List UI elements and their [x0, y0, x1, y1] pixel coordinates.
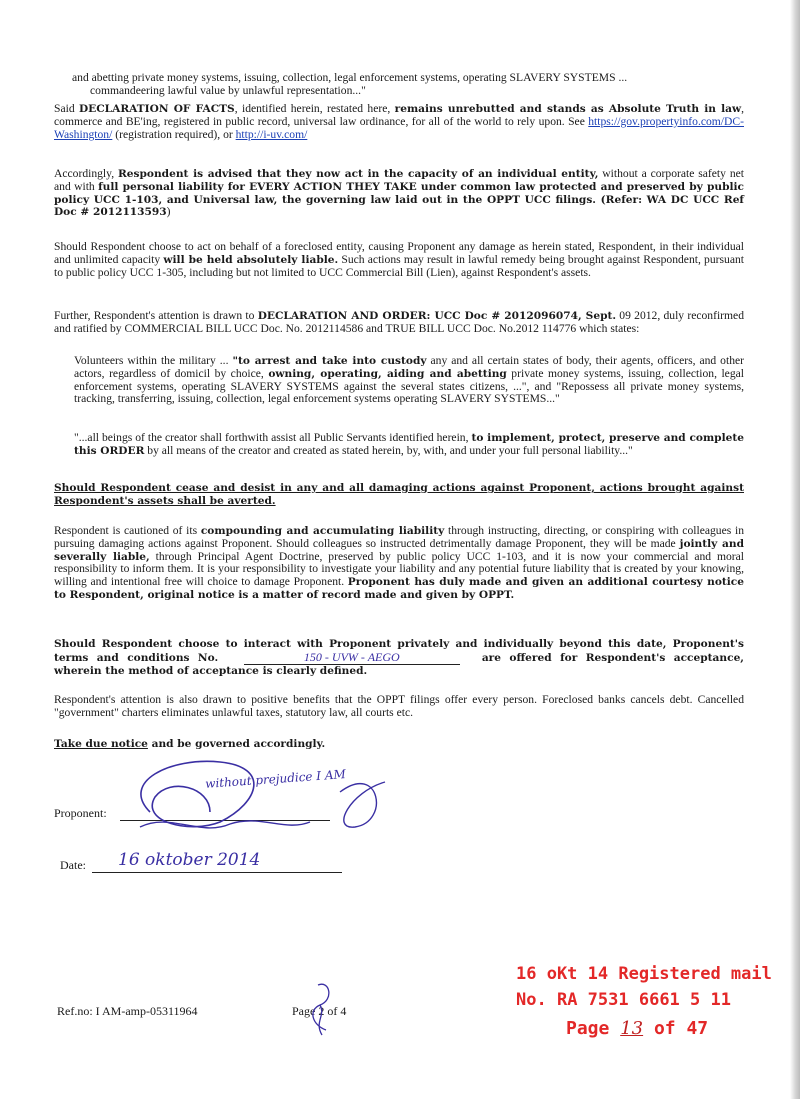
scan-edge-shadow	[790, 0, 800, 1099]
terms-number-field: 150 - UVW - AEGO	[244, 651, 460, 665]
registered-mail-stamp-line3: Page 13 of 47	[566, 1018, 709, 1039]
proponent-label: Proponent:	[54, 806, 107, 820]
date-label: Date:	[60, 858, 86, 872]
date-value: 16 oktober 2014	[118, 850, 261, 870]
registered-mail-stamp-line2: No. RA 7531 6661 5 11	[516, 990, 731, 1010]
signature-text: without prejudice I AM	[204, 767, 347, 791]
quote-volunteers: Volunteers within the military ... "to arrest and take into custody any and all certain states of body, their agents, officers, and other actors, regardless of domicil by choice, owning, operating, aiding and abetting private money systems, issuing, collection, legal enforcement systems, operating SLAVERY SYSTEMS against the several states citizens, ...", and "Repossess all private money systems, tracking, transferring, issuing, collection, legal enforcement systems operating SLAVERY SYSTEMS..."	[74, 354, 745, 406]
paragraph-continuation: and abetting private money systems, issuing, collection, legal enforcement systems, operating SLAVERY SYSTEMS ... commandeering lawful value by unlawful representation..."	[72, 71, 628, 97]
page-number: Page 2 of 4	[292, 1004, 347, 1018]
paragraph-benefits: Respondent's attention is also drawn to positive benefits that the OPPT filings offer every person. Foreclosed banks cancels debt. Cancelled "government" charters eliminates unlawful taxes, statutory law, all courts etc.	[54, 693, 744, 719]
iuv-link[interactable]: http://i-uv.com/	[235, 127, 308, 141]
paragraph-declaration-facts: Said DECLARATION OF FACTS, identified herein, restated here, remains unrebutted and stands as Absolute Truth in law, commerce and BE'ing, registered in public record, universal law ordinance, for all of the world to rely upon. See https://gov.propertyinfo.com/DC-Washington/ (registration required), or http://i-uv.com/	[54, 102, 745, 141]
paragraph-take-notice: Take due notice and be governed accordingly.	[54, 738, 326, 750]
paragraph-cease-desist: Should Respondent cease and desist in any and all damaging actions against Proponent, actions brought against Respondent's assets shall be averted.	[54, 482, 744, 507]
propertyinfo-link[interactable]: https://gov.propertyinfo.com/DC-Washington/	[54, 114, 744, 141]
date-line	[92, 872, 342, 873]
initials-mark	[300, 980, 340, 1040]
registered-mail-stamp-line1: 16 oKt 14 Registered mail	[516, 964, 772, 984]
paragraph-accordingly: Accordingly, Respondent is advised that they now act in the capacity of an individual entity, without a corporate safety net and with full personal liability for EVERY ACTION THEY TAKE under common law protected and preserved by public policy UCC 1-103, and Universal law, the governing law laid out in the OPPT UCC filings. (Refer: WA DC UCC Ref Doc # 2012113593)	[54, 167, 745, 219]
proponent-signature	[110, 752, 470, 842]
paragraph-terms: Should Respondent choose to interact with Proponent privately and individually beyond this date, Proponent's terms and conditions No. 150 - UVW - AEGO are offered for Respondent's acceptance, wherein the method of acceptance is clearly defined.	[54, 638, 744, 677]
paragraph-foreclosed-entity: Should Respondent choose to act on behalf of a foreclosed entity, causing Proponent any damage as herein stated, Respondent, in their individual and unlimited capacity will be held absolutely liable. Such actions may result in lawful remedy being brought against Respondent, pursuant to public policy UCC 1-305, including but not limited to UCC Commercial Bill (Lien), against Respondent's assets.	[54, 240, 744, 279]
paragraph-cautioned: Respondent is cautioned of its compounding and accumulating liability through instructing, directing, or conspiring with colleagues in pursuing damaging actions against Proponent. Should colleagues so instructed detrimentally damage Proponent, they will be made jointly and severally liable, through Principal Agent Doctrine, preserved by public policy UCC 1-103, and it is now your commercial and moral responsibility to inform them. It is your responsibility to investigate your liability and any potential future liability that is created by your knowing, willing and intentional free will choice to damage Proponent. Proponent has duly made and given an additional courtesy notice to Respondent, original notice is a matter of record made and given by OPPT.	[54, 524, 744, 601]
reference-number: Ref.no: I AM-amp-05311964	[57, 1004, 198, 1018]
paragraph-further: Further, Respondent's attention is drawn to DECLARATION AND ORDER: UCC Doc # 2012096074, Sept. 09 2012, duly reconfirmed and ratified by COMMERCIAL BILL UCC Doc. No. 2012114586 and TRUE BILL UCC Doc. No.2012 114776 which states:	[54, 309, 744, 335]
quote-all-beings: "...all beings of the creator shall forthwith assist all Public Servants identified herein, to implement, protect, preserve and complete this ORDER by all means of the creator and created as stated herein, by, with, and under your full personal liability..."	[74, 431, 744, 457]
